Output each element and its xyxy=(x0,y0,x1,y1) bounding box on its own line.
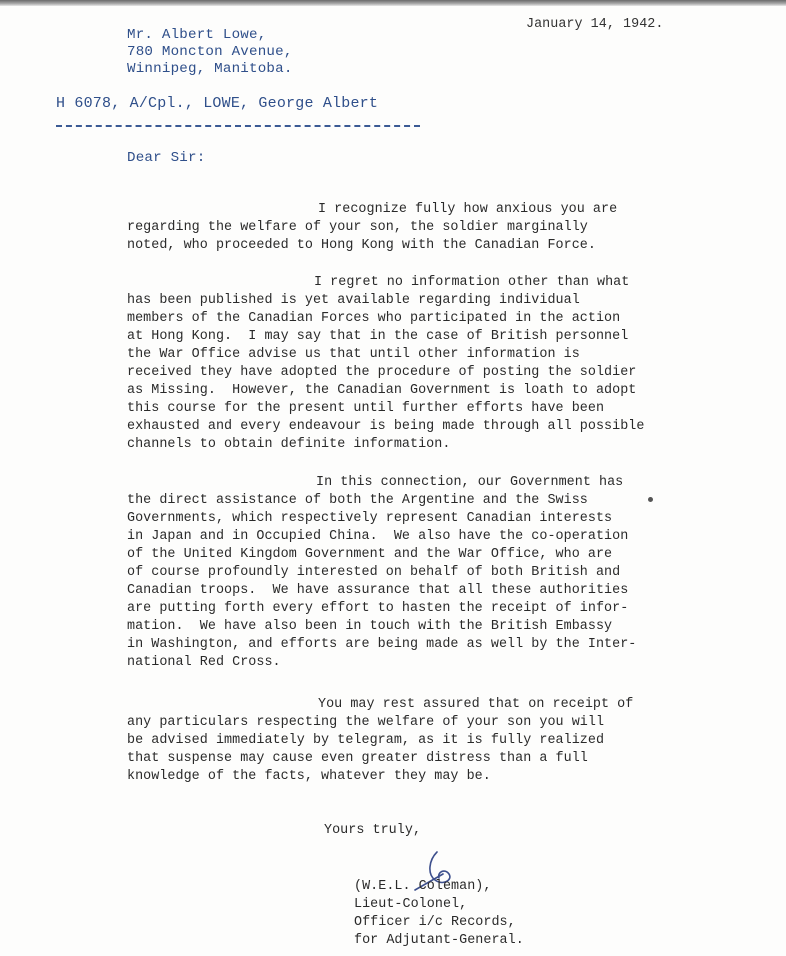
paragraph-3-line: are putting forth every effort to hasten the receipt of infor- xyxy=(127,601,629,616)
paragraph-4-line: be advised immediately by telegram, as it is fully realized xyxy=(127,733,605,748)
paragraph-2-line: channels to obtain definite information. xyxy=(127,437,451,452)
paragraph-2-line: as Missing. However, the Canadian Government is loath to adopt xyxy=(127,383,637,398)
paragraph-2-line: has been published is yet available regarding individual xyxy=(127,293,580,308)
paragraph-1-line: I recognize fully how anxious you are xyxy=(318,202,618,217)
recipient-city: Winnipeg, Manitoba. xyxy=(127,61,293,77)
ink-speck xyxy=(648,497,653,502)
paragraph-2-line: members of the Canadian Forces who participated in the action xyxy=(127,311,621,326)
reference-underline xyxy=(56,125,420,127)
paragraph-3-line: national Red Cross. xyxy=(127,655,281,670)
paragraph-1-line: regarding the welfare of your son, the soldier marginally xyxy=(127,220,588,235)
recipient-name: Mr. Albert Lowe, xyxy=(127,27,267,43)
paragraph-3-line: Canadian troops. We have assurance that all these authorities xyxy=(127,583,629,598)
paragraph-3-line: of course profoundly interested on behalf of both British and xyxy=(127,565,621,580)
paragraph-3-line: in Japan and in Occupied China. We also have the co-operation xyxy=(127,529,629,544)
paragraph-2-line: received they have adopted the procedure of posting the soldier xyxy=(127,365,637,380)
paragraph-4-line: knowledge of the facts, whatever they may be. xyxy=(127,769,491,784)
letter-page xyxy=(0,6,786,956)
paragraph-2-line: exhausted and every endeavour is being made through all possible xyxy=(127,419,645,434)
paragraph-3-line: the direct assistance of both the Argentine and the Swiss xyxy=(127,493,588,508)
paragraph-3-line: mation. We have also been in touch with the British Embassy xyxy=(127,619,613,634)
paragraph-4-line: that suspense may cause even greater distress than a full xyxy=(127,751,588,766)
signatory-name: (W.E.L. Coleman), xyxy=(354,879,492,894)
signatory-rank: Lieut-Colonel, xyxy=(354,897,468,912)
paragraph-3-line: In this connection, our Government has xyxy=(316,475,624,490)
salutation: Dear Sir: xyxy=(127,150,206,166)
paragraph-3-line: of the United Kingdom Government and the War Office, who are xyxy=(127,547,613,562)
paragraph-2-line: I regret no information other than what xyxy=(314,275,630,290)
signatory-on-behalf: for Adjutant-General. xyxy=(354,933,524,948)
recipient-street: 780 Moncton Avenue, xyxy=(127,44,293,60)
paragraph-2-line: at Hong Kong. I may say that in the case of British personnel xyxy=(127,329,629,344)
paragraph-2-line: this course for the present until further efforts have been xyxy=(127,401,605,416)
paragraph-3-line: in Washington, and efforts are being made as well by the Inter- xyxy=(127,637,637,652)
paragraph-4-line: any particulars respecting the welfare of your son you will xyxy=(127,715,605,730)
paragraph-3-line: Governments, which respectively represent Canadian interests xyxy=(127,511,613,526)
signatory-title: Officer i/c Records, xyxy=(354,915,516,930)
letter-date: January 14, 1942. xyxy=(526,17,664,32)
paragraph-4-line: You may rest assured that on receipt of xyxy=(318,697,634,712)
closing: Yours truly, xyxy=(324,823,422,838)
reference-line: H 6078, A/Cpl., LOWE, George Albert xyxy=(56,95,379,112)
paragraph-1-line: noted, who proceeded to Hong Kong with the Canadian Force. xyxy=(127,238,596,253)
paragraph-2-line: the War Office advise us that until other information is xyxy=(127,347,580,362)
